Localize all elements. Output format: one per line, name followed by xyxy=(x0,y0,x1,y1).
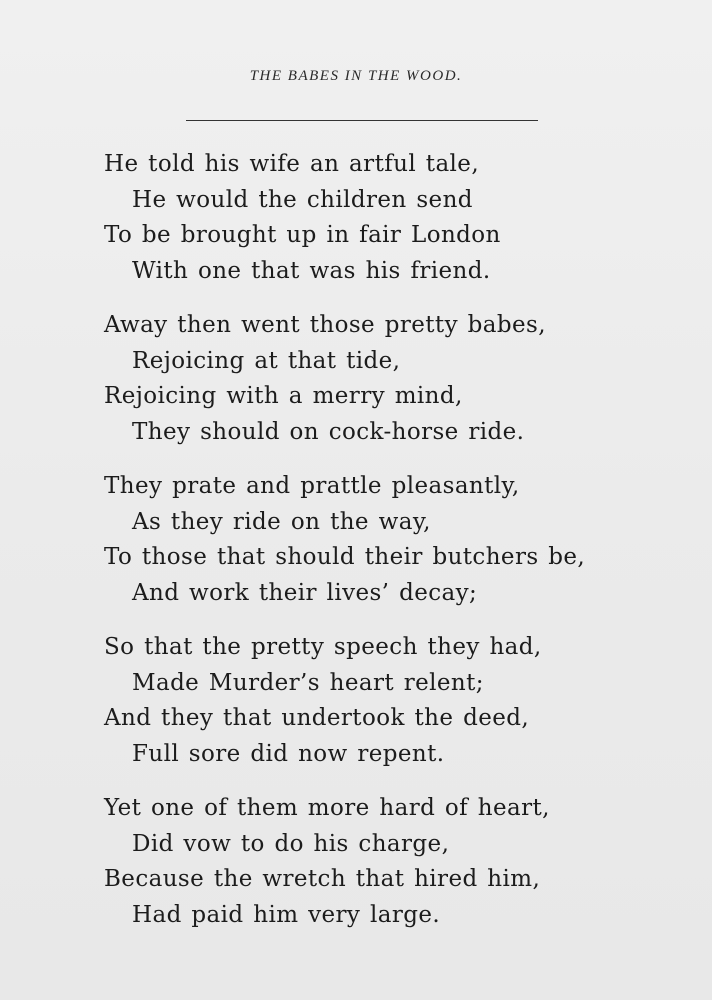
poem xyxy=(104,147,664,952)
verse-line: Because the wretch that hired him, xyxy=(104,866,541,892)
verse-line: Rejoicing with a merry mind, xyxy=(104,383,463,409)
verse-line: He told his wife an artful tale, xyxy=(104,151,480,177)
verse-line: Did vow to do his charge, xyxy=(132,830,450,857)
verse-line: Made Murder’s heart relent; xyxy=(132,669,484,696)
verse-line: And work their lives’ decay; xyxy=(132,579,478,606)
verse-line: To those that should their butchers be, xyxy=(104,544,586,570)
stanza-3 xyxy=(104,469,664,630)
stanza-2 xyxy=(104,308,664,469)
verse-line: So that the pretty speech they had, xyxy=(104,634,542,660)
verse-line: And they that undertook the deed, xyxy=(104,705,530,731)
running-header: THE BABES IN THE WOOD. xyxy=(249,68,463,84)
verse-line: They should on cock-horse ride. xyxy=(132,418,525,445)
verse-line: They prate and prattle pleasantly, xyxy=(104,473,520,499)
verse-line: Yet one of them more hard of heart, xyxy=(104,795,550,821)
stanza-4 xyxy=(104,630,664,791)
verse-line: Full sore did now repent. xyxy=(132,740,445,767)
verse-line: Had paid him very large. xyxy=(132,901,441,928)
verse-line: Away then went those pretty babes, xyxy=(104,312,546,338)
stanza-5 xyxy=(104,791,664,952)
header-rule xyxy=(186,120,538,121)
stanza-1 xyxy=(104,147,664,308)
verse-line: Rejoicing at that tide, xyxy=(132,347,401,374)
verse-line: He would the children send xyxy=(132,186,473,213)
verse-line: With one that was his friend. xyxy=(132,257,491,284)
verse-line: To be brought up in fair London xyxy=(104,222,501,248)
verse-line: As they ride on the way, xyxy=(132,508,431,535)
